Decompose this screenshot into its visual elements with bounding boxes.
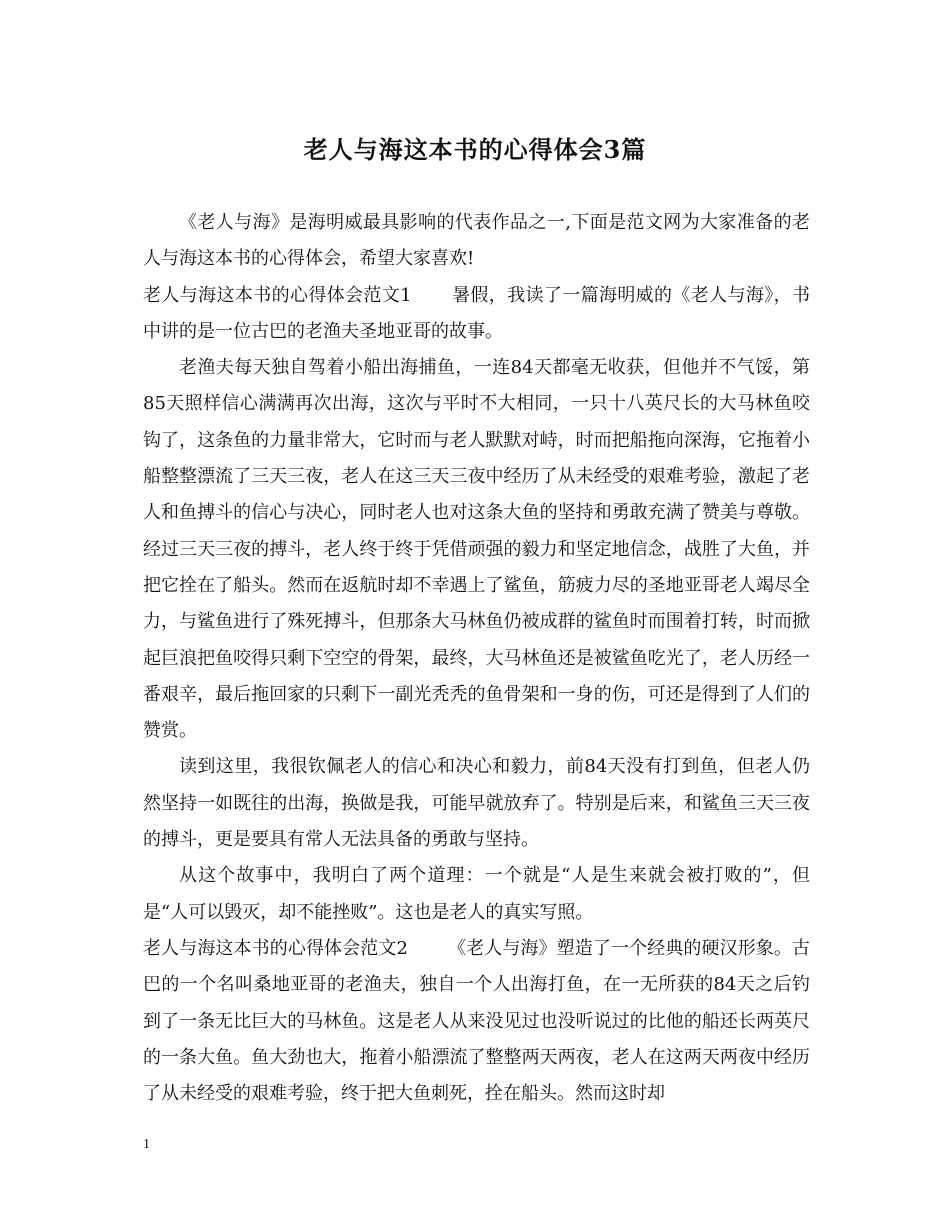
sample1-paragraph-1: 老渔夫每天独自驾着小船出海捕鱼，一连84天都毫无收获，但他并不气馁，第85天照样信心满满再次出海，这次与平时不大相同，一只十八英尺长的大马林鱼咬钩了，这条鱼的力量非常大，它时而与老人默默对峙，时而把船拖向深海，它拖着小船整整漂流了三天三夜，老人在这三天三夜中经历了从未经受的艰难考验，激起了老人和鱼搏斗的信心与决心，同时老人也对这条大鱼的坚持和勇敢充满了赞美与尊敬。经过三天三夜的搏斗，老人终于终于凭借顽强的毅力和坚定地信念，战胜了大鱼，并把它拴在了船头。然而在返航时却不幸遇上了鲨鱼，筋疲力尽的圣地亚哥老人竭尽全力，与鲨鱼进行了殊死搏斗，但那条大马林鱼仍被成群的鲨鱼时而围着打转，时而掀起巨浪把鱼咬得只剩下空空的骨架，最终，大马林鱼还是被鲨鱼吃光了，老人历经一番艰辛，最后拖回家的只剩下一副光秃秃的鱼骨架和一身的伤，可还是得到了人们的赞赏。: [143, 357, 810, 742]
sample1-paragraph-3: 从这个故事中，我明白了两个道理：一个就是“人是生来就会被打败的”，但是“人可以毁灭，却不能挫败”。这也是老人的真实写照。: [143, 865, 810, 923]
sample1-paragraph-2: 读到这里，我很钦佩老人的信心和决心和毅力，前84天没有打到鱼，但老人仍然坚持一如既往的出海，换做是我，可能早就放弃了。特别是后来，和鲨鱼三天三夜的搏斗，更是要具有常人无法具备的勇敢与坚持。: [143, 756, 810, 851]
document-title: 老人与海这本书的心得体会3篇: [303, 135, 647, 164]
sample2-heading: 老人与海这本书的心得体会范文2: [143, 937, 408, 959]
sample1-first-paragraph: [143, 278, 810, 351]
sample1-lead: 暑假，我读了一篇海明威的《老人与海》，书中讲的是一位古巴的老渔夫圣地亚哥的故事。: [143, 284, 811, 342]
sample1-heading: 老人与海这本书的心得体会范文1: [143, 284, 412, 306]
intro-paragraph: 《老人与海》是海明威最具影响的代表作品之一,下面是范文网为大家准备的老人与海这本书的心得体会，希望大家喜欢!: [143, 212, 810, 270]
sample2-first-paragraph: [143, 931, 810, 1112]
page-number: 1: [143, 1137, 150, 1152]
sample2-lead: 《老人与海》塑造了一个经典的硬汉形象。古巴的一个名叫桑地亚哥的老渔夫，独自一个人出海打鱼，在一无所获的84天之后钓到了一条无比巨大的马林鱼。这是老人从来没见过也没听说过的比他的船还长两英尺的一条大鱼。鱼大劲也大，拖着小船漂流了整整两天两夜，老人在这两天两夜中经历了从未经受的艰难考验，终于把大鱼刺死，拴在船头。然而这时却: [143, 937, 811, 1105]
document-body: [143, 205, 810, 1112]
